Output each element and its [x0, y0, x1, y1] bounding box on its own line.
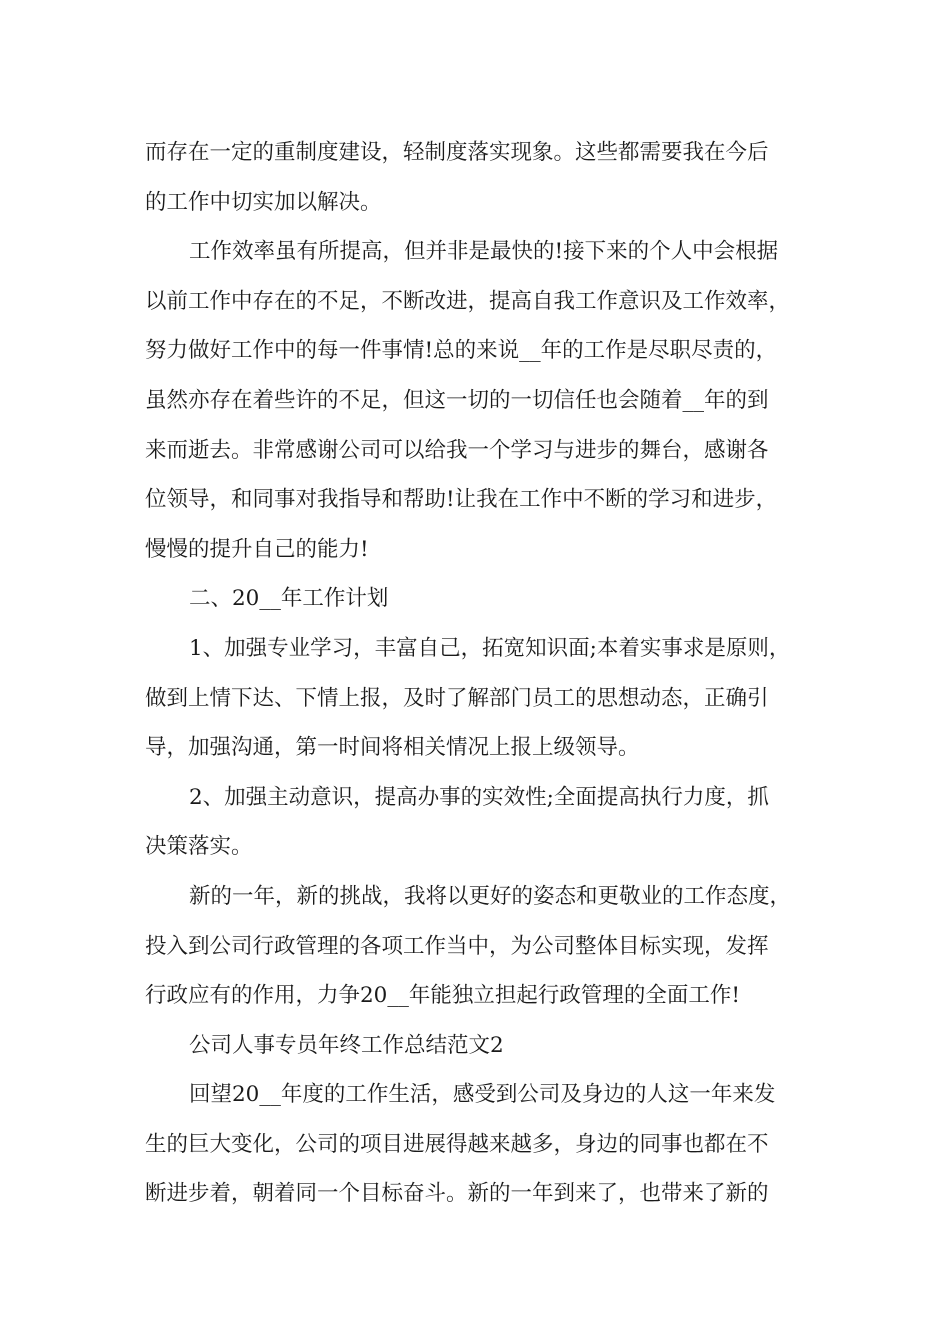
text-line: 断进步着，朝着同一个目标奋斗。新的一年到来了，也带来了新的: [145, 1181, 769, 1207]
text-line: 的工作中切实加以解决。: [145, 189, 382, 215]
paragraph-start: 回望20__年度的工作生活，感受到公司及身边的人这一年来发: [189, 1082, 776, 1108]
text-line: 来而逝去。非常感谢公司可以给我一个学习与进步的舞台，感谢各: [145, 437, 769, 463]
text-line: 投入到公司行政管理的各项工作当中，为公司整体目标实现，发挥: [145, 933, 769, 959]
text-line: 生的巨大变化，公司的项目进展得越来越多，身边的同事也都在不: [145, 1131, 769, 1157]
text-line: 以前工作中存在的不足，不断改进，提高自我工作意识及工作效率，: [145, 288, 791, 314]
text-line: 虽然亦存在着些许的不足，但这一切的一切信任也会随着__年的到: [145, 387, 769, 413]
text-line: 导，加强沟通，第一时间将相关情况上报上级领导。: [145, 735, 640, 761]
text-line: 努力做好工作中的每一件事情!总的来说__年的工作是尽职尽责的，: [145, 338, 778, 364]
article-title: 公司人事专员年终工作总结范文2: [189, 1032, 504, 1058]
paragraph-start: 新的一年，新的挑战，我将以更好的姿态和更敬业的工作态度，: [189, 883, 792, 909]
text-line: 行政应有的作用，力争20__年能独立担起行政管理的全面工作!: [145, 983, 741, 1009]
paragraph-start: 工作效率虽有所提高，但并非是最快的!接下来的个人中会根据: [189, 239, 779, 265]
document-body: [145, 128, 835, 1219]
text-line: 慢慢的提升自己的能力!: [145, 536, 369, 562]
paragraph-start: 1、加强专业学习，丰富自己，拓宽知识面;本着实事求是原则，: [189, 635, 791, 661]
paragraph-start: 2、加强主动意识，提高办事的实效性;全面提高执行力度，抓: [189, 784, 769, 810]
section-heading: 二、20__年工作计划: [189, 586, 389, 612]
text-line: 决策落实。: [145, 834, 253, 860]
text-line: 位领导，和同事对我指导和帮助!让我在工作中不断的学习和进步，: [145, 487, 778, 513]
text-line: 做到上情下达、下情上报，及时了解部门员工的思想动态，正确引: [145, 685, 769, 711]
text-line: 而存在一定的重制度建设，轻制度落实现象。这些都需要我在今后: [145, 140, 769, 165]
